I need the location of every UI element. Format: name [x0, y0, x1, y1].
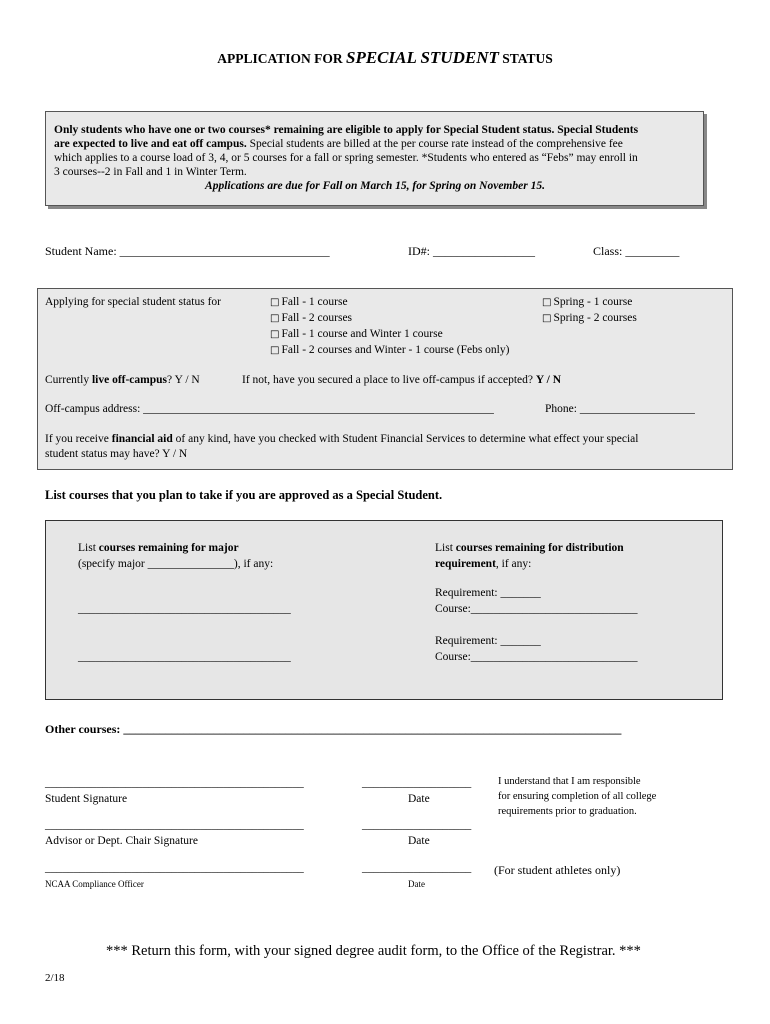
- notice-line-1: Only students who have one or two courses* remaining are eligible to apply for Special Student status. Special Students: [54, 124, 639, 136]
- option-fall-1-course[interactable]: □ Fall - 1 course: [270, 296, 348, 308]
- checkbox-icon[interactable]: □: [270, 313, 280, 324]
- applying-label: Applying for special student status for: [45, 296, 221, 308]
- responsibility-line-1: I understand that I am responsible: [498, 776, 641, 787]
- option-fall-1-winter-1[interactable]: □ Fall - 1 course and Winter 1 course: [270, 328, 443, 340]
- responsibility-line-3: requirements prior to graduation.: [498, 806, 637, 817]
- student-date-label: Date: [408, 793, 430, 805]
- due-dates: Applications are due for Fall on March 15, for Spring on November 15.: [205, 180, 545, 192]
- financial-aid-answer[interactable]: student status may have? Y / N: [45, 448, 188, 460]
- notice-line-4: 3 courses--2 in Fall and 1 in Winter Term.: [54, 166, 247, 178]
- advisor-date-label: Date: [408, 835, 430, 847]
- major-courses-label: List courses remaining for major: [78, 542, 239, 554]
- ncaa-date-label: Date: [408, 879, 425, 889]
- requirement-field-2[interactable]: Requirement: _______: [435, 635, 541, 647]
- title-emphasis: SPECIAL STUDENT: [345, 48, 499, 67]
- phone-field[interactable]: Phone: ____________________: [545, 403, 695, 415]
- student-signature-line[interactable]: _____________________________________________: [45, 777, 304, 789]
- ncaa-signature-line[interactable]: _____________________________________________: [45, 862, 304, 874]
- page-title: APPLICATION FOR SPECIAL STUDENT STATUS: [217, 48, 553, 67]
- course-field-1[interactable]: Course:_____________________________: [435, 603, 638, 615]
- revision-date: 2/18: [45, 972, 65, 984]
- option-spring-1-course[interactable]: □ Spring - 1 course: [542, 296, 633, 308]
- eligibility-notice-text: [54, 123, 696, 193]
- responsibility-line-2: for ensuring completion of all college: [498, 791, 657, 802]
- off-campus-address-field[interactable]: Off-campus address: _____________________________________________________________: [45, 403, 494, 415]
- student-date-line[interactable]: ___________________: [362, 777, 472, 789]
- eligibility-notice-box: [45, 111, 704, 206]
- financial-aid-question: If you receive financial aid of any kind, have you checked with Student Financial Services to determine what effect your special: [45, 433, 639, 445]
- option-fall-2-winter-1[interactable]: □ Fall - 2 courses and Winter - 1 course (Febs only): [270, 344, 510, 356]
- specify-major-field[interactable]: (specify major _______________), if any:: [78, 558, 274, 570]
- checkbox-icon[interactable]: □: [270, 329, 280, 340]
- other-courses-field[interactable]: Other courses: ___________________________________________________________________________________: [45, 722, 622, 736]
- distribution-courses-label: List courses remaining for distribution: [435, 542, 624, 554]
- student-id-field[interactable]: ID#: _________________: [408, 244, 535, 258]
- option-spring-2-courses[interactable]: □ Spring - 2 courses: [542, 312, 637, 324]
- ncaa-signature-label: NCAA Compliance Officer: [45, 879, 144, 889]
- requirement-field-1[interactable]: Requirement: _______: [435, 587, 541, 599]
- live-off-campus-question[interactable]: Currently live off-campus? Y / N: [45, 374, 200, 386]
- major-course-line-1[interactable]: _____________________________________: [78, 603, 291, 615]
- advisor-date-line[interactable]: ___________________: [362, 819, 472, 831]
- student-name-field[interactable]: Student Name: ___________________________________: [45, 244, 330, 258]
- housing-secured-question[interactable]: If not, have you secured a place to live off-campus if accepted? Y / N: [242, 374, 562, 386]
- distribution-courses-label-2: requirement, if any:: [435, 558, 532, 570]
- advisor-signature-line[interactable]: _____________________________________________: [45, 819, 304, 831]
- checkbox-icon[interactable]: □: [270, 297, 280, 308]
- return-instructions: *** Return this form, with your signed degree audit form, to the Office of the Registrar. ***: [106, 943, 641, 959]
- major-course-line-2[interactable]: _____________________________________: [78, 651, 291, 663]
- courses-heading: List courses that you plan to take if you are approved as a Special Student.: [45, 488, 443, 502]
- course-field-2[interactable]: Course:_____________________________: [435, 651, 638, 663]
- notice-line-3: which applies to a course load of 3, 4, or 5 courses for a fall or spring semester. *Students who entered as “Febs” may enroll in: [54, 152, 638, 164]
- student-athletes-note: (For student athletes only): [494, 863, 621, 877]
- checkbox-icon[interactable]: □: [542, 297, 552, 308]
- option-fall-2-courses[interactable]: □ Fall - 2 courses: [270, 312, 353, 324]
- checkbox-icon[interactable]: □: [270, 345, 280, 356]
- checkbox-icon[interactable]: □: [542, 313, 552, 324]
- notice-line-2: are expected to live and eat off campus. Special students are billed at the per course rate instead of the comprehensive fee: [54, 138, 623, 150]
- student-signature-label: Student Signature: [45, 793, 128, 805]
- advisor-signature-label: Advisor or Dept. Chair Signature: [45, 835, 198, 847]
- ncaa-date-line[interactable]: ___________________: [362, 862, 472, 874]
- class-field[interactable]: Class: _________: [593, 244, 680, 258]
